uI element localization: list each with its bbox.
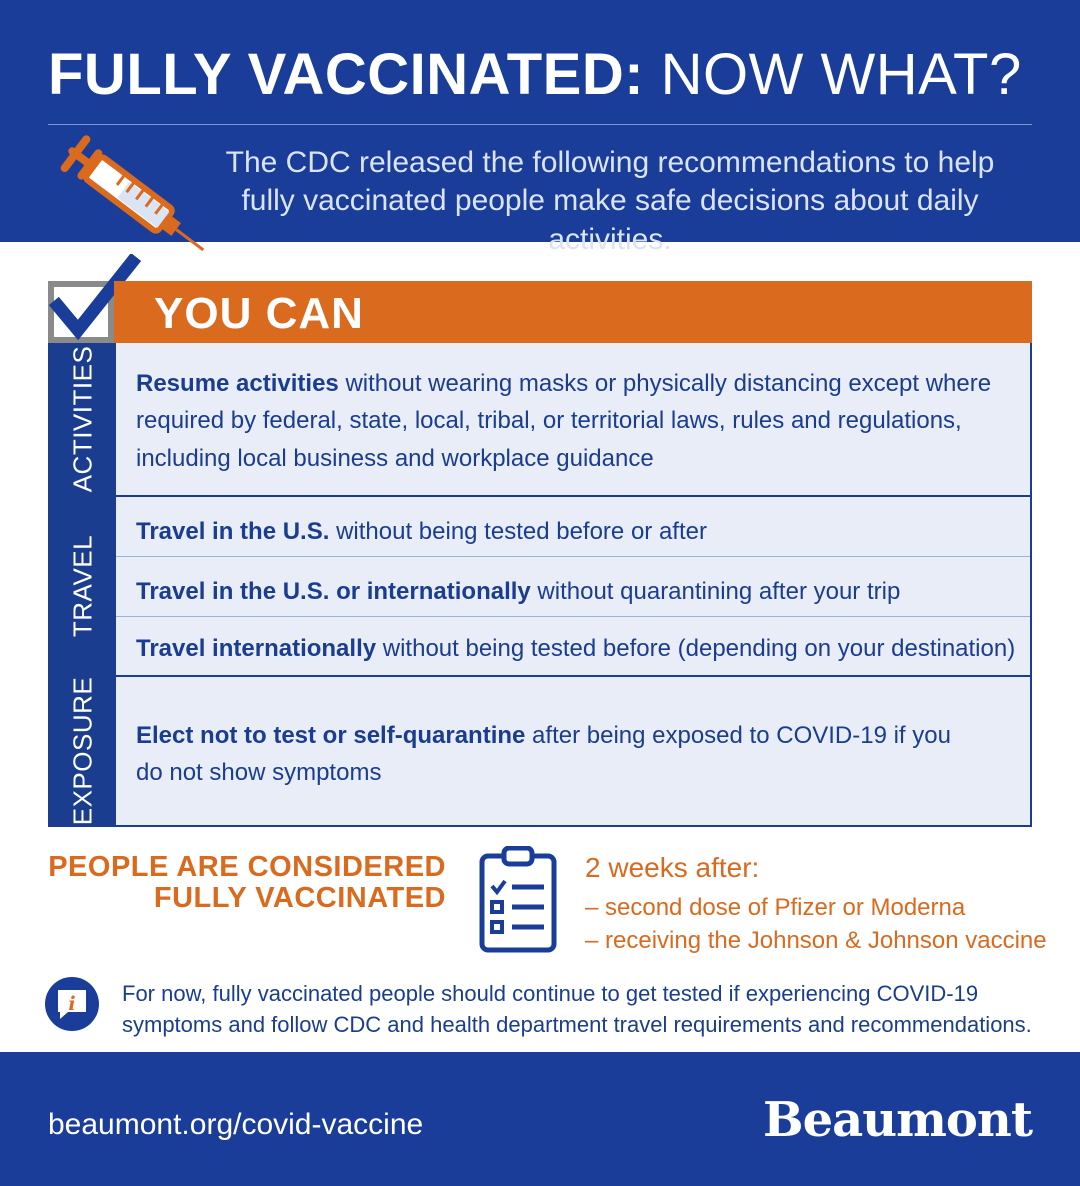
item-bold: Elect not to test or self-quarantine xyxy=(136,722,526,749)
page-title xyxy=(48,42,1022,107)
list-item xyxy=(136,573,900,610)
item-text: without wearing masks or physically distancing except where required by federal, state, local, tribal, or territorial laws, rules and regulations, including local business and workplace guidance xyxy=(136,370,992,472)
item-text: without quarantining after your trip xyxy=(530,578,901,605)
clipboard-icon xyxy=(478,846,558,954)
row-divider xyxy=(116,616,1030,617)
list-item xyxy=(136,630,1015,667)
item-text: without being tested before or after xyxy=(329,518,707,545)
section-label xyxy=(50,343,116,495)
beaumont-logo: Beaumont xyxy=(763,1092,1032,1148)
item-bold: Resume activities xyxy=(136,370,339,397)
section-label xyxy=(50,677,116,825)
section-content xyxy=(116,677,1030,825)
list-item xyxy=(136,513,707,550)
info-note: For now, fully vaccinated people should continue to get tested if experiencing COVID-19 symptoms and follow CDC and health department travel requirements and recommendations. xyxy=(122,981,1032,1038)
list-item xyxy=(136,365,1016,477)
item-bold: Travel in the U.S. or internationally xyxy=(136,578,531,605)
section-content xyxy=(116,497,1030,675)
weeks-title: 2 weeks after: xyxy=(585,852,760,883)
list-item: – second dose of Pfizer or Moderna xyxy=(585,894,966,921)
item-text: without being tested before (depending on your destination) xyxy=(376,635,1016,662)
section-label xyxy=(50,497,116,675)
weeks-list xyxy=(585,892,1047,957)
footer-url-link[interactable]: beaumont.org/covid-vaccine xyxy=(48,1108,424,1141)
section-activities xyxy=(48,343,1032,497)
section-exposure xyxy=(48,677,1032,827)
section-travel xyxy=(48,497,1032,677)
syringe-icon xyxy=(52,130,222,270)
considered-line-2: FULLY VACCINATED xyxy=(153,882,446,915)
item-bold: Travel in the U.S. xyxy=(136,518,330,545)
section-label-text: TRAVEL xyxy=(67,534,98,638)
list-item: – receiving the Johnson & Johnson vaccine xyxy=(585,926,1047,954)
you-can-banner xyxy=(114,281,1032,343)
section-label-text: ACTIVITIES xyxy=(67,345,98,493)
section-label-text: EXPOSURE xyxy=(67,676,98,826)
you-can-heading: YOU CAN xyxy=(154,289,364,338)
title-light: NOW WHAT? xyxy=(660,42,1022,107)
title-bold: FULLY VACCINATED: xyxy=(48,42,645,107)
footer xyxy=(0,1052,1080,1186)
list-item xyxy=(136,717,956,792)
header-divider xyxy=(48,124,1032,125)
svg-text:i: i xyxy=(68,993,76,1015)
row-divider xyxy=(116,556,1030,557)
item-bold: Travel internationally xyxy=(136,635,377,662)
section-content xyxy=(116,343,1030,495)
subtitle: The CDC released the following recommendations to help fully vaccinated people make safe decisions about daily activities. xyxy=(225,146,995,256)
considered-heading xyxy=(48,852,446,915)
info-icon xyxy=(44,976,100,1032)
considered-line-1: PEOPLE ARE CONSIDERED xyxy=(48,851,446,883)
item-text: after being exposed to COVID-19 if you do not show symptoms xyxy=(136,722,951,787)
